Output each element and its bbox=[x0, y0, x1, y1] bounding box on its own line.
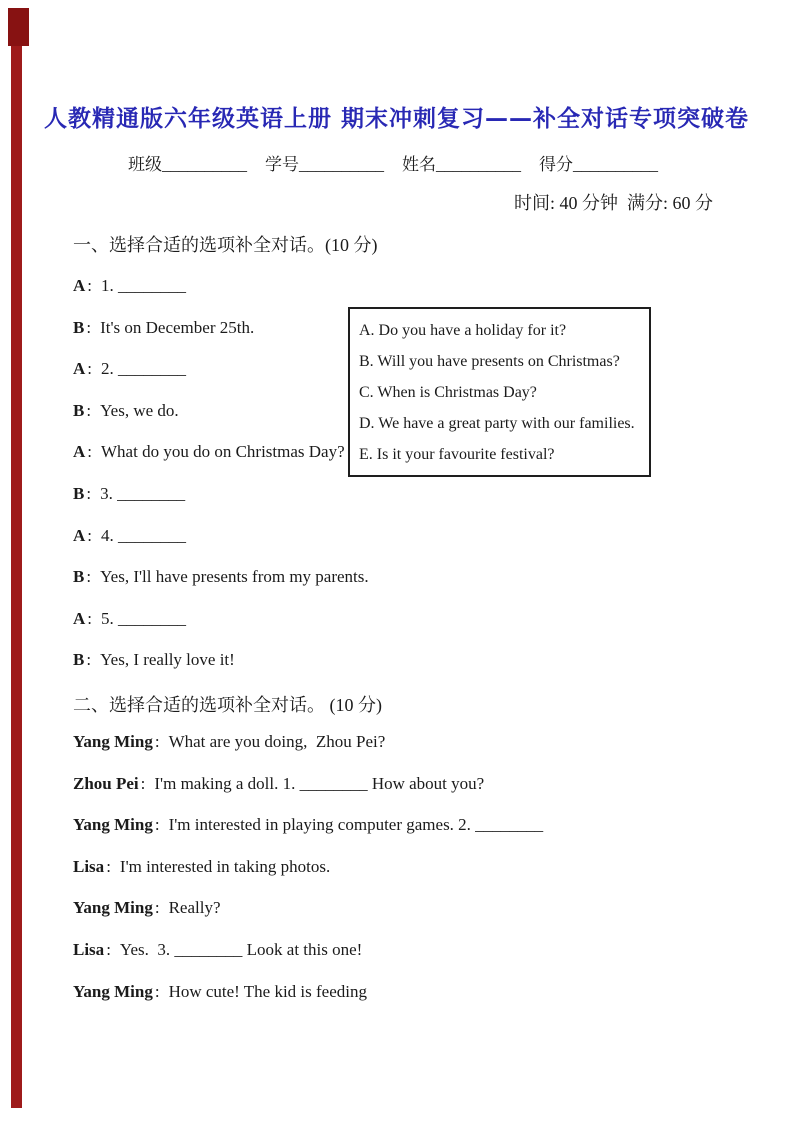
colon: : bbox=[86, 567, 92, 586]
colon: : bbox=[87, 442, 93, 461]
colon: : bbox=[87, 526, 93, 545]
s2-line-4 bbox=[73, 857, 330, 877]
colon: : bbox=[86, 650, 92, 669]
class-field bbox=[128, 150, 247, 175]
speaker: Yang Ming bbox=[73, 815, 153, 834]
speaker: B bbox=[73, 401, 85, 420]
speaker: Zhou Pei bbox=[73, 774, 139, 793]
colon: : bbox=[154, 815, 160, 834]
colon: : bbox=[87, 276, 93, 295]
s1-line-4 bbox=[73, 401, 179, 421]
student-no-label: 学号 bbox=[265, 155, 299, 174]
student-no-field bbox=[265, 150, 384, 175]
line-text: Yes, we do. bbox=[100, 401, 179, 420]
speaker: Yang Ming bbox=[73, 898, 153, 917]
speaker: A bbox=[73, 359, 86, 378]
name-blank: __________ bbox=[436, 155, 521, 174]
s2-line-2 bbox=[73, 774, 484, 794]
scan-mark-left-red-strip bbox=[11, 46, 22, 1108]
colon: : bbox=[154, 898, 160, 917]
score-label: 得分 bbox=[539, 155, 573, 174]
speaker: Yang Ming bbox=[73, 732, 153, 751]
s1-line-3 bbox=[73, 359, 186, 379]
s1-line-5 bbox=[73, 442, 345, 462]
colon: : bbox=[87, 359, 93, 378]
scan-mark-top-red-block bbox=[8, 8, 29, 46]
student-no-blank: __________ bbox=[299, 155, 384, 174]
class-label: 班级 bbox=[128, 155, 162, 174]
s2-line-3 bbox=[73, 815, 543, 835]
page-title: 人教精通版六年级英语上册 期末冲刺复习——补全对话专项突破卷 bbox=[43, 106, 749, 132]
s1-line-6 bbox=[73, 484, 185, 504]
s2-line-1 bbox=[73, 732, 385, 752]
colon: : bbox=[86, 484, 92, 503]
line-text: It's on December 25th. bbox=[100, 318, 255, 337]
line-text: I'm interested in playing computer games. 2. ________ bbox=[168, 815, 544, 834]
speaker: A bbox=[73, 276, 86, 295]
line-text: I'm making a doll. 1. ________ How about you? bbox=[154, 774, 485, 793]
speaker: Lisa bbox=[73, 940, 105, 959]
speaker: Lisa bbox=[73, 857, 105, 876]
s1-line-9 bbox=[73, 609, 186, 629]
line-text: I'm interested in taking photos. bbox=[119, 857, 331, 876]
colon: : bbox=[140, 774, 146, 793]
s1-line-7 bbox=[73, 526, 186, 546]
option-d: D. We have a great party with our families. bbox=[359, 415, 635, 432]
line-text: What are you doing, Zhou Pei? bbox=[168, 732, 386, 751]
line-text: 1. ________ bbox=[101, 276, 187, 295]
option-e: E. Is it your favourite festival? bbox=[359, 446, 555, 463]
speaker: A bbox=[73, 526, 86, 545]
colon: : bbox=[154, 982, 160, 1001]
s2-line-5 bbox=[73, 898, 220, 918]
speaker: B bbox=[73, 567, 85, 586]
speaker: Yang Ming bbox=[73, 982, 153, 1001]
colon: : bbox=[86, 401, 92, 420]
line-text: 2. ________ bbox=[101, 359, 187, 378]
s1-line-10 bbox=[73, 650, 235, 670]
s1-line-1 bbox=[73, 276, 186, 296]
speaker: B bbox=[73, 650, 85, 669]
option-b: B. Will you have presents on Christmas? bbox=[359, 353, 620, 370]
line-text: Yes, I really love it! bbox=[100, 650, 235, 669]
colon: : bbox=[154, 732, 160, 751]
line-text: 3. ________ bbox=[100, 484, 186, 503]
s1-line-8 bbox=[73, 567, 369, 587]
score-field bbox=[539, 150, 658, 175]
line-text: Yes. 3. ________ Look at this one! bbox=[119, 940, 363, 959]
section1-heading: 一、选择合适的选项补全对话。(10 分) bbox=[73, 235, 378, 255]
speaker: A bbox=[73, 609, 86, 628]
line-text: Yes, I'll have presents from my parents. bbox=[100, 567, 369, 586]
options-box bbox=[348, 307, 651, 477]
option-a: A. Do you have a holiday for it? bbox=[359, 322, 567, 339]
class-blank: __________ bbox=[162, 155, 247, 174]
speaker: B bbox=[73, 318, 85, 337]
line-text: How cute! The kid is feeding bbox=[168, 982, 368, 1001]
time-and-full-score: 时间: 40 分钟 满分: 60 分 bbox=[513, 193, 713, 213]
colon: : bbox=[106, 857, 111, 876]
score-blank: __________ bbox=[573, 155, 658, 174]
colon: : bbox=[87, 609, 93, 628]
speaker: A bbox=[73, 442, 86, 461]
name-label: 姓名 bbox=[402, 155, 436, 174]
s2-line-7 bbox=[73, 982, 367, 1002]
line-text: 4. ________ bbox=[101, 526, 187, 545]
name-field bbox=[402, 150, 521, 175]
section2-heading: 二、选择合适的选项补全对话。 (10 分) bbox=[73, 695, 382, 715]
line-text: Really? bbox=[168, 898, 221, 917]
colon: : bbox=[86, 318, 92, 337]
s2-line-6 bbox=[73, 940, 362, 960]
option-c: C. When is Christmas Day? bbox=[359, 384, 537, 401]
line-text: What do you do on Christmas Day? bbox=[101, 442, 345, 461]
speaker: B bbox=[73, 484, 85, 503]
s1-line-2 bbox=[73, 318, 254, 338]
colon: : bbox=[106, 940, 111, 959]
line-text: 5. ________ bbox=[101, 609, 187, 628]
student-info-line bbox=[128, 150, 658, 175]
